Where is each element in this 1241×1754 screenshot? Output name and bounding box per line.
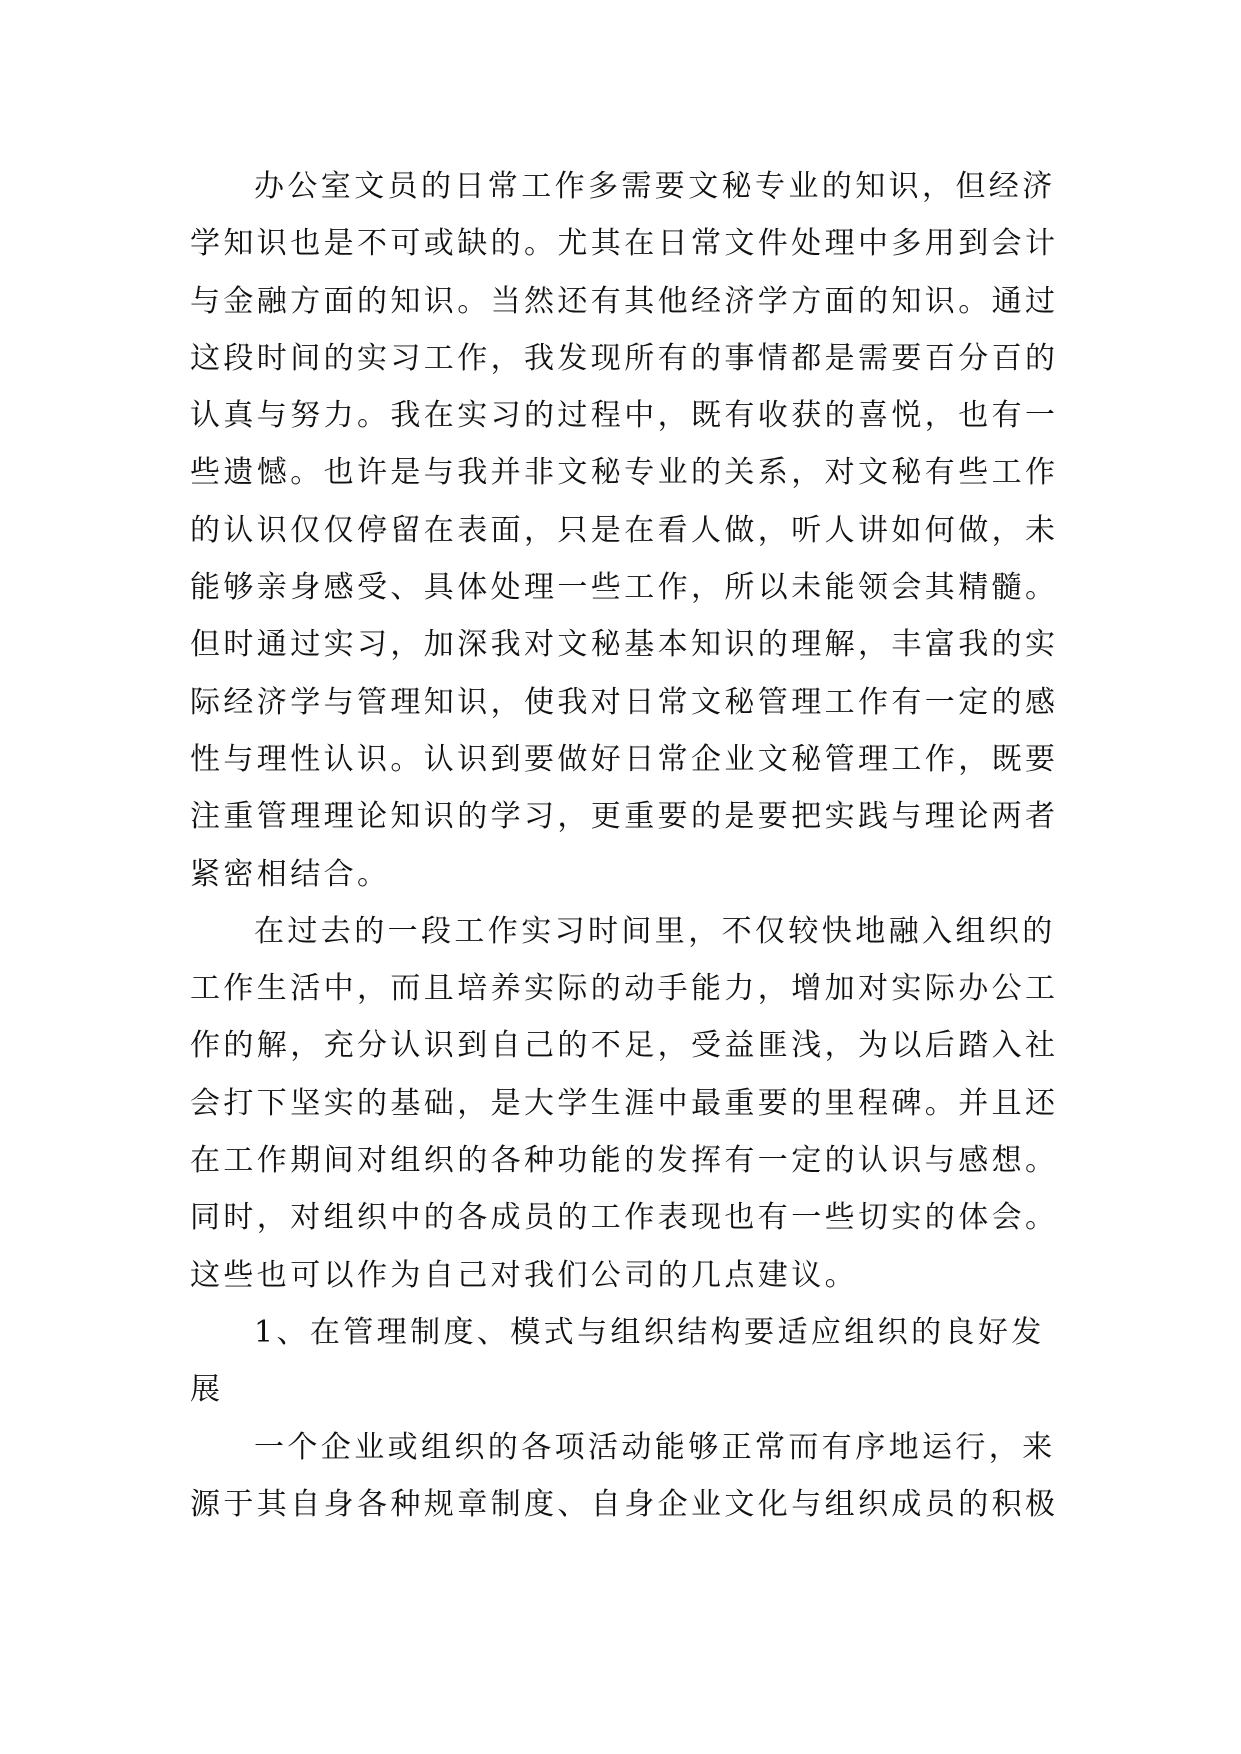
text-line: 在工作期间对组织的各种功能的发挥有一定的认识与感想。	[190, 1143, 1059, 1179]
text-line: 在过去的一段工作实习时间里，不仅较快地融入组织的	[254, 913, 1056, 949]
text-line: 同时，对组织中的各成员的工作表现也有一些切实的体会。	[190, 1200, 1059, 1236]
text-line: 际经济学与管理知识，使我对日常文秘管理工作有一定的感	[190, 684, 1059, 720]
text-line: 工作生活中，而且培养实际的动手能力，增加对实际办公工	[190, 971, 1059, 1007]
text-line: 注重管理理论知识的学习，更重要的是要把实践与理论两者	[190, 799, 1059, 835]
text-line: 这段时间的实习工作，我发现所有的事情都是需要百分百的	[190, 340, 1059, 376]
heading-line: 展	[190, 1372, 224, 1408]
text-line: 一个企业或组织的各项活动能够正常而有序地运行，来	[254, 1429, 1056, 1465]
text-line: 会打下坚实的基础，是大学生涯中最重要的里程碑。并且还	[190, 1085, 1059, 1121]
text-line: 些遗憾。也许是与我并非文秘专业的关系，对文秘有些工作	[190, 455, 1059, 491]
text-line: 与金融方面的知识。当然还有其他经济学方面的知识。通过	[190, 283, 1059, 319]
document-body	[190, 158, 1059, 1533]
text-line: 能够亲身感受、具体处理一些工作，所以未能领会其精髓。	[190, 570, 1059, 606]
text-line: 源于其自身各种规章制度、自身企业文化与组织成员的积极	[190, 1486, 1059, 1522]
text-line: 这些也可以作为自己对我们公司的几点建议。	[190, 1257, 858, 1293]
text-line: 紧密相结合。	[190, 856, 391, 892]
text-line: 性与理性认识。认识到要做好日常企业文秘管理工作，既要	[190, 741, 1059, 777]
text-line: 学知识也是不可或缺的。尤其在日常文件处理中多用到会计	[190, 226, 1059, 262]
text-line: 认真与努力。我在实习的过程中，既有收获的喜悦，也有一	[190, 398, 1059, 434]
text-line: 作的解，充分认识到自己的不足，受益匪浅，为以后踏入社	[190, 1028, 1059, 1064]
text-line: 的认识仅仅停留在表面，只是在看人做，听人讲如何做，未	[190, 512, 1059, 548]
text-line: 但时通过实习，加深我对文秘基本知识的理解，丰富我的实	[190, 627, 1059, 663]
text-line: 办公室文员的日常工作多需要文秘专业的知识，但经济	[254, 169, 1056, 204]
heading-line: 1、在管理制度、模式与组织结构要适应组织的良好发	[254, 1314, 1045, 1350]
